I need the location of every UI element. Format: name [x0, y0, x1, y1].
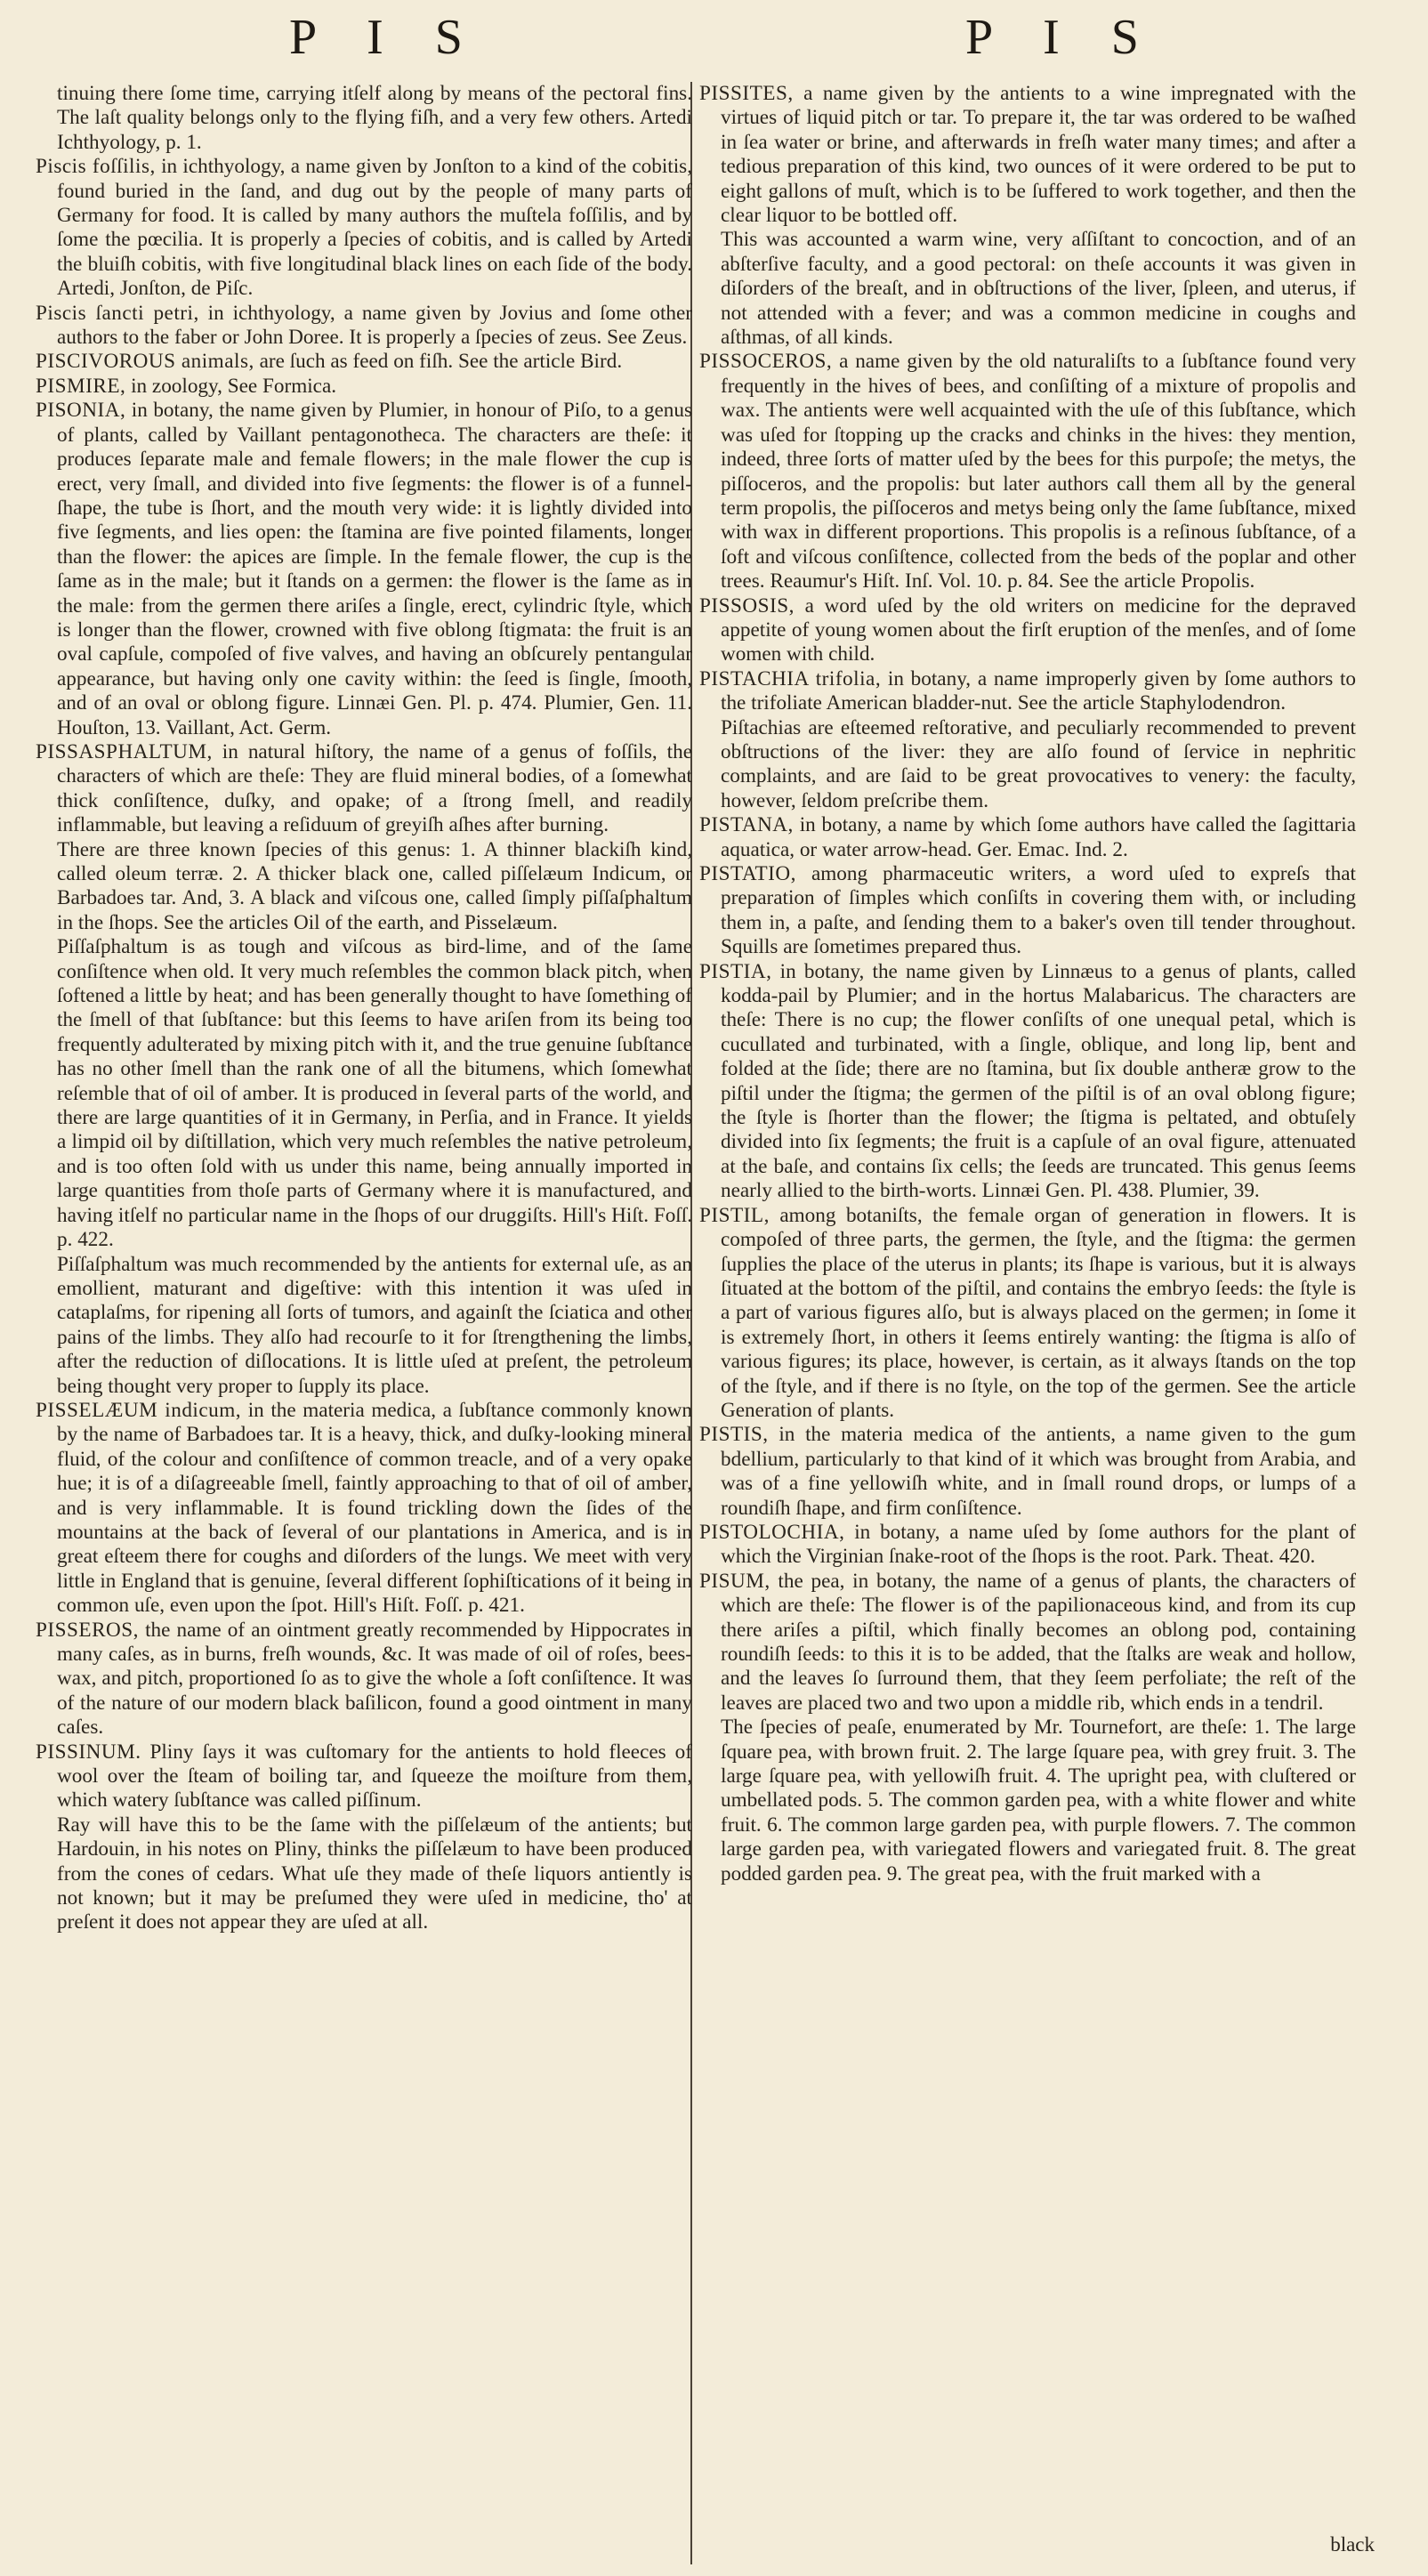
dictionary-entry — [36, 350, 692, 374]
dictionary-entry — [699, 667, 1356, 716]
entry-text: in ichthyology, a name given by Jovius and ſome other authors to the faber or John Doree. It is properly a ſpecies of zeus. See Zeus. — [57, 301, 692, 350]
entry-text: Ray will have this to be the ſame with the piſſelæum of the antients; but Hardouin, in his notes on Pliny, thinks the piſſelæum to have been produced from the cones of cedars. What uſe they made of theſe liquors antiently is not known; but it may be preſumed they were uſed in medicine, tho' at preſent it does not appear they are uſed at all. — [57, 1813, 692, 1934]
entry-paragraph — [36, 1253, 692, 1399]
entry-paragraph — [36, 82, 692, 155]
entry-text: in zoology, See Formica. — [131, 374, 337, 398]
dictionary-entry — [36, 375, 692, 399]
entry-headword: PISTACHIA trifolia, — [699, 666, 882, 690]
entry-text: in ichthyology, a name given by Jonſton to a kind of the cobitis, found buried in the ſand, and dug out by the people of many parts of Germany for food. It is called by many authors the muſtela foſſilis, and by ſome the pœcilia. It is properly a ſpecies of cobitis, and is called by Artedi the bluiſh cobitis, with five longitudinal black lines on each ſide of the body. Artedi, Jonſton, de Piſc. — [57, 155, 692, 301]
entry-headword: Piscis foſſilis, — [36, 155, 156, 179]
entry-text: in the materia medica, a ſubſtance commonly known by the name of Barbadoes tar. It is a heavy, thick, and duſky-looking mineral fluid, of the colour and conſiſtence of common treacle, and of a very opake hue; it is of a diſagreeable ſmell, faintly approaching to that of oil of amber, and is very inflammable. It is found trickling down the ſides of the mountains at the back of ſeveral of our plantations in America, and is in great eſteem there for coughs and diſorders of the lungs. We meet with very little in England that is genuine, ſeveral different ſophiſtications of it being in common uſe, even upon the ſpot. Hill's Hiſt. Foſſ. p. 421. — [57, 1398, 692, 1618]
dictionary-entry — [36, 399, 692, 740]
dictionary-entry — [36, 302, 692, 351]
entry-text: This was accounted a warm wine, very aſſiſtant to concoction, and of an abſterſive faculty, and a good pectoral: on theſe accounts it was given in diſorders of the breaſt, and in obſtructions of the liver, ſpleen, and uterus, if not attended with a fever; and was a common medicine in coughs and aſthmas, of all kinds. — [721, 228, 1356, 350]
entry-headword: PISUM, — [699, 1569, 770, 1593]
dictionary-entry — [699, 1204, 1356, 1424]
dictionary-entry — [699, 862, 1356, 960]
dictionary-entry — [699, 1570, 1356, 1716]
entry-headword: PISTIL, — [699, 1203, 770, 1227]
dictionary-entry — [36, 1619, 692, 1740]
dictionary-entry — [36, 155, 692, 301]
entry-headword: PISTANA, — [699, 813, 794, 837]
dictionary-entry — [699, 1521, 1356, 1570]
entry-paragraph — [36, 838, 692, 936]
running-head-right: P I S — [965, 10, 1158, 65]
entry-paragraph — [699, 716, 1356, 814]
entry-text: Piſſaſphaltum was much recommended by the antients for external uſe, as an emollient, maturant and digeſtive: with this intention it was uſed in cataplaſms, for ripening all ſorts of tumors, and againſt the ſciatica and other pains of the limbs. They alſo had recourſe to it for ſtrengthening the limbs, after the reduction of diſlocations. It is little uſed at preſent, the petroleum being thought very proper to ſupply its place. — [57, 1252, 692, 1398]
entry-headword: Piscis ſancti petri, — [36, 301, 199, 325]
entry-text: Piſtachias are eſteemed reſtorative, and peculiarly recommended to prevent obſtructions of the liver: they are alſo found of ſervice in nephritic complaints, and are ſaid to be great provocatives to venery: the faculty, however, ſeldom preſcribe them. — [721, 715, 1356, 812]
entry-text: in botany, the name given by Plumier, in honour of Piſo, to a genus of plants, called by Vaillant pentagonotheca. The characters are theſe: it produces ſeparate male and female flowers; in the male flower the cup is erect, very ſmall, and divided into five ſegments: the flower is of a funnel-ſhape, the tube is ſhort, and the mouth very wide: it is lightly divided into five ſegments, and lies open: the ſtamina are five pointed filaments, longer than the flower: the apices are ſimple. In the female flower, the cup is the ſame as in the male; but it ſtands on a germen: the flower is the ſame as in the male: from the germen there ariſes a ſingle, erect, cylindric ſtyle, which is longer than the flower, crowned with five oblong ſtigmata: the fruit is an oval capſule, compoſed of five valves, and having an obſcurely pentangular appearance, but having only one cavity within: the ſeed is ſingle, ſmooth, and of an oval or oblong figure. Linnæi Gen. Pl. p. 474. Plumier, Gen. 11. Houſton, 13. Vaillant, Act. Germ. — [57, 399, 692, 739]
dictionary-entry — [699, 813, 1356, 862]
entry-text: in the materia medica of the antients, a name given to the gum bdellium, particularly to that kind of it which was brought from Arabia, and was of a fine yellowiſh white, and in ſmall round drops, or lumps of a roundiſh ſhape, and firm conſiſtence. — [721, 1423, 1356, 1520]
entry-headword: PISSOSIS, — [699, 594, 795, 618]
entry-headword: PISSELÆUM indicum, — [36, 1398, 242, 1422]
entry-text: a name given by the old naturaliſts to a ſubſtance found very frequently in the hives of bees, and conſiſting of a mixture of propolis and wax. The antients were well acquainted with the uſe of this ſubſtance, which was uſed for ſtopping up the cracks and chinks in the hives: they mention, indeed, three ſorts of matter uſed by the bees for this purpoſe; the metys, the piſſoceros, and the propolis: but later authors call them all by the general term propolis, the piſſoceros and metys being only the ſame ſubſtance, mixed with wax in different proportions. This propolis is a reſinous ſubſtance, of a ſoft and viſcous conſiſtence, collected from the beds of the poplar and other trees. Reaumur's Hiſt. Inſ. Vol. 10. p. 84. See the article Propolis. — [721, 350, 1356, 594]
dictionary-entry — [36, 1740, 692, 1813]
entry-paragraph — [699, 1716, 1356, 1886]
running-head-left: P I S — [289, 10, 482, 65]
entry-text: the name of an ointment greatly recommended by Hippocrates in many caſes, as in burns, freſh wounds, &c. It was made of oil of roſes, bees-wax, and pitch, proportioned ſo as to give the whole a ſoft conſiſtence. It was of the nature of our modern black baſilicon, found a good ointment in many caſes. — [57, 1618, 692, 1740]
entry-text: in botany, a name improperly given by ſome authors to the trifoliate American bladder-nut. See the article Staphylodendron. — [721, 666, 1356, 715]
entry-headword: PISTATIO, — [699, 862, 796, 885]
entry-headword: PISSITES, — [699, 82, 794, 105]
entry-text: tinuing there ſome time, carrying itſelf along by means of the pectoral fins. The laſt quality belongs only to the flying fiſh, and a very few others. Artedi Ichthyology, p. 1. — [57, 82, 692, 154]
entry-text: There are three known ſpecies of this genus: 1. A thinner blackiſh kind, called oleum terræ. 2. A thicker black one, called piſſelæum Indicum, or Barbadoes tar. And, 3. A black and viſcous one, called ſimply piſſaſphaltum in the ſhops. See the articles Oil of the earth, and Pisselæum. — [57, 837, 692, 934]
entry-text: among pharmaceutic writers, a word uſed to expreſs that preparation of ſimples which conſiſts in covering them with, or including them in, a paſte, and ſending them to a baker's oven till tender throughout. Squills are ſometimes prepared thus. — [721, 862, 1356, 959]
entry-text: the pea, in botany, the name of a genus of plants, the characters of which are theſe: The flower is of the papilionaceous kind, and from its cup there ariſes a piſtil, which finally becomes an oblong pod, containing roundiſh ſeeds: to this it is to be added, that the ſtalks are weak and hollow, and the leaves ſo ſurround them, that they ſeem perfoliate; the reſt of the leaves are placed two and two upon a middle rib, which ends in a tendril. — [721, 1569, 1356, 1715]
catchword: black — [1330, 2533, 1375, 2556]
entry-text: in botany, a name by which ſome authors have called the ſagittaria aquatica, or water arrow-head. Ger. Emac. Ind. 2. — [721, 813, 1356, 861]
entry-text: Piſſaſphaltum is as tough and viſcous as bird-lime, and of the ſame conſiſtence when old. It very much reſembles the common black pitch, when ſoftened a little by heat; and has been generally thought to have ſomething of the ſmell of that ſubſtance: but this ſeems to have ariſen from its being too frequently adulterated by mixing pitch with it, and the true genuine ſubſtance has no other ſmell than the rank one of all the bitumens, which ſomewhat reſemble that of oil of amber. It is produced in ſeveral parts of the world, and there are large quantities of it in Germany, in Perſia, and in France. It yields a limpid oil by diſtillation, which very much reſembles the native petroleum, and is too often ſold with us under this name, being annually imported in large quantities from thoſe parts of Germany where it is manufactured, and having itſelf no particular name in the ſhops of our druggiſts. Hill's Hiſt. Foſſ. p. 422. — [57, 935, 692, 1252]
dictionary-entry — [36, 740, 692, 838]
dictionary-entry — [699, 350, 1356, 594]
entry-headword: PISMIRE, — [36, 374, 126, 398]
entry-text: The ſpecies of peaſe, enumerated by Mr. Tournefort, are theſe: 1. The large ſquare pea, with brown fruit. 2. The large ſquare pea, with grey fruit. 3. The large ſquare pea, with yellowiſh fruit. 4. The upright pea, with cluſtered or umbellated pods. 5. The common garden pea, with a white flower and white fruit. 6. The common large garden pea, with purple flowers. 7. The common large garden pea, with variegated flowers and variegated fruit. 8. The great podded garden pea. 9. The great pea, with the fruit marked with a — [721, 1716, 1356, 1886]
entry-text: in botany, the name given by Linnæus to a genus of plants, called kodda-pail by Plumier; and in the hortus Malabaricus. The characters are theſe: There is no cup; the flower conſiſts of one unequal petal, which is cucullated and turbinated, with a ſingle, oblique, and long lip, bent and folded at the ſide; there are no ſtamina, but ſix double antheræ grow to the piſtil under the ſtigma; the germen of the piſtil is of an oval oblong figure; the ſtyle is ſhorter than the flower; the ſtigma is peltated, and obtuſely divided into ſix ſegments; the fruit is a capſule of an oval figure, attenuated at the baſe, and contains ſix cells; the ſeeds are truncated. This genus ſeems nearly allied to the birth-worts. Linnæi Gen. Pl. 438. Plumier, 39. — [721, 959, 1356, 1203]
entry-text: Pliny ſays it was cuſtomary for the antients to hold fleeces of wool over the ſteam of boiling tar, and ſqueeze the moiſture from them, which watery ſubſtance was called piſſinum. — [57, 1740, 692, 1813]
dictionary-entry — [36, 1399, 692, 1619]
dictionary-entry — [699, 82, 1356, 228]
entry-headword: PISSOCEROS, — [699, 350, 833, 374]
entry-text: a word uſed by the old writers on medicine for the depraved appetite of young women about the firſt eruption of the menſes, and of ſome women with child. — [721, 594, 1356, 666]
entry-text: in natural hiſtory, the name of a genus of foſſils, the characters of which are theſe: They are fluid mineral bodies, of a ſomewhat thick conſiſtence, duſky, and opake; of a ſtrong ſmell, and readily inflammable, but leaving a reſiduum of greyiſh aſhes after burning. — [57, 739, 692, 837]
entry-paragraph — [36, 1813, 692, 1935]
dictionary-entry — [699, 594, 1356, 667]
left-column — [36, 82, 692, 2556]
entry-headword: PISSINUM. — [36, 1740, 141, 1764]
right-column — [699, 82, 1356, 2556]
entry-text: among botaniſts, the female organ of generation in flowers. It is compoſed of three parts, the germen, the ſtyle, and the ſtigma: the germen ſupplies the place of the uterus in plants; its ſhape is various, but it is always ſituated at the bottom of the piſtil, and contains the embryo ſeeds: the ſtyle is a part of various figures alſo, but is always placed on the germen; in ſome it is extremely ſhort, in others it ſeems entirely wanting: the ſtigma is alſo of various figures; its place, however, is certain, as it always ſtands on the top of the ſtyle, and if there is no ſtyle, on the top of the germen. See the article Generation of plants. — [721, 1203, 1356, 1422]
entry-headword: PISCIVOROUS animals, — [36, 350, 254, 374]
entry-headword: PISTOLOCHIA, — [699, 1520, 845, 1544]
entry-headword: PISTIA, — [699, 959, 772, 983]
dictionary-entry — [699, 960, 1356, 1204]
entry-headword: PISSASPHALTUM, — [36, 739, 213, 763]
entry-text: in botany, a name uſed by ſome authors for the plant of which the Virginian ſnake-root of the ſhops is the root. Park. Theat. 420. — [721, 1520, 1356, 1569]
entry-paragraph — [699, 228, 1356, 350]
entry-headword: PISSEROS, — [36, 1618, 139, 1642]
entry-headword: PISONIA, — [36, 399, 126, 423]
entry-headword: PISTIS, — [699, 1423, 769, 1447]
entry-text: are ſuch as feed on fiſh. See the article Bird. — [259, 350, 623, 374]
entry-text: a name given by the antients to a wine impregnated with the virtues of liquid pitch or tar. To prepare it, the tar was ordered to be waſhed in ſea water or brine, and afterwards in freſh water many times; and after a tedious preparation of this kind, two ounces of it were ordered to be put to eight gallons of muſt, which is to be ſuffered to work together, and then the clear liquor to be bottled off. — [721, 82, 1356, 228]
dictionary-entry — [699, 1423, 1356, 1521]
entry-paragraph — [36, 935, 692, 1252]
